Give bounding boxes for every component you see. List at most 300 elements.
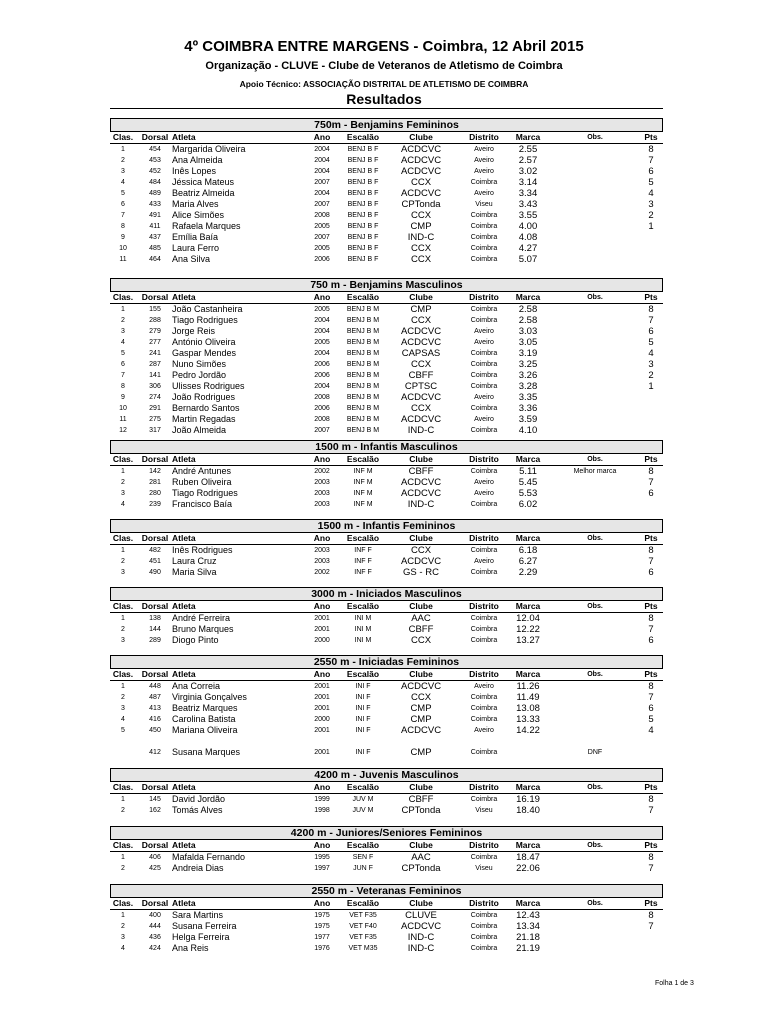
column-header-escalao: Escalão [346,840,380,850]
table-row [110,747,663,758]
cell-atleta: Ana Correia [172,681,221,691]
column-header-atleta: Atleta [172,292,196,302]
cell-atleta: Diogo Pinto [172,635,219,645]
column-header-distrito: Distrito [469,669,499,679]
cell-ano: 2001 [314,615,330,622]
column-header-atleta: Atleta [172,601,196,611]
cell-clube: IND-C [407,425,435,436]
column-header-clube: Clube [409,132,433,142]
cell-distrito: Coimbra [470,245,498,252]
cell-marca: 3.34 [518,188,538,199]
cell-dorsal: 436 [149,934,161,941]
cell-pts: 7 [648,624,654,635]
cell-escalao: BENJ B F [347,245,379,252]
cell-ano: 2003 [314,479,330,486]
cell-distrito: Viseu [475,865,493,872]
table-row [110,370,663,381]
cell-ano: 2003 [314,547,330,554]
section-title: 2550 m - Iniciadas Femininos [110,655,663,669]
cell-dorsal: 490 [149,569,161,576]
cell-dorsal: 453 [149,157,161,164]
cell-atleta: Jorge Reis [172,326,216,336]
column-header-obs: Obs. [587,784,603,791]
column-header-distrito: Distrito [469,292,499,302]
column-header-marca: Marca [515,292,541,302]
results-section [110,118,663,265]
cell-clube: CCX [410,315,432,326]
table-row [110,725,663,736]
cell-ano: 2006 [314,372,330,379]
cell-distrito: Coimbra [470,934,498,941]
cell-pts: 1 [648,381,654,392]
cell-clube: CBFF [408,370,434,381]
cell-clas: 7 [121,212,125,219]
cell-escalao: INF F [354,558,372,565]
cell-clas: 2 [121,157,125,164]
column-header-atleta: Atleta [172,669,196,679]
cell-pts: 4 [648,725,654,736]
cell-marca: 5.53 [518,488,538,499]
cell-clas: 1 [121,146,125,153]
table-row [110,635,663,646]
cell-clas: 12 [119,427,127,434]
cell-dorsal: 400 [149,912,161,919]
cell-clas: 5 [121,727,125,734]
cell-atleta: João Castanheira [172,304,243,314]
column-header-dorsal: Dorsal [141,132,169,142]
cell-marca: 4.10 [518,425,538,436]
column-header-dorsal: Dorsal [141,669,169,679]
cell-marca: 3.36 [518,403,538,414]
column-header-dorsal: Dorsal [141,454,169,464]
cell-dorsal: 489 [149,190,161,197]
cell-marca: 18.47 [516,852,540,863]
table-row [110,188,663,199]
cell-ano: 2003 [314,558,330,565]
cell-clube: CCX [410,210,432,221]
column-header-pts: Pts [644,454,658,464]
cell-ano: 2004 [314,190,330,197]
organization-line: Organização - CLUVE - Clube de Veteranos de Atletismo de Coimbra [205,60,563,72]
cell-dorsal: 162 [149,807,161,814]
cell-clas: 1 [121,854,125,861]
cell-escalao: BENJ B M [346,306,380,313]
cell-marca: 11.26 [516,681,540,692]
table-row [110,177,663,188]
cell-ano: 1976 [314,945,330,952]
cell-clas: 2 [121,865,125,872]
column-header-obs: Obs. [587,842,603,849]
column-header-ano: Ano [313,601,331,611]
cell-atleta: André Antunes [172,466,232,476]
cell-atleta: Ulisses Rodrigues [172,381,245,391]
cell-distrito: Coimbra [470,501,498,508]
column-header-marca: Marca [515,533,541,543]
table-row [110,556,663,567]
table-row [110,624,663,635]
cell-ano: 2004 [314,383,330,390]
cell-escalao: BENJ B M [346,416,380,423]
cell-ano: 2006 [314,405,330,412]
column-header-atleta: Atleta [172,898,196,908]
table-row [110,910,663,921]
cell-dorsal: 413 [149,705,161,712]
cell-marca: 3.26 [518,370,538,381]
table-row [110,381,663,392]
column-header-obs: Obs. [587,134,603,141]
table-row [110,414,663,425]
document-title: 4º COIMBRA ENTRE MARGENS - Coimbra, 12 Abril 2015 [184,38,584,55]
cell-clas: 11 [119,416,127,423]
table-row [110,863,663,874]
cell-escalao: BENJ B F [347,190,379,197]
table-row [110,692,663,703]
cell-pts: 7 [648,692,654,703]
cell-clas: 3 [121,637,125,644]
results-section [110,655,663,758]
cell-ano: 2006 [314,361,330,368]
column-header-escalao: Escalão [346,898,380,908]
cell-clube: CCX [410,254,432,265]
cell-atleta: Nuno Simões [172,359,227,369]
cell-ano: 2005 [314,306,330,313]
column-header-escalao: Escalão [346,782,380,792]
column-header-ano: Ano [313,454,331,464]
header-divider [110,108,663,109]
cell-ano: 2007 [314,201,330,208]
table-row [110,232,663,243]
cell-clube: CCX [410,403,432,414]
cell-marca: 16.19 [516,794,540,805]
column-header-clube: Clube [409,782,433,792]
cell-ano: 2008 [314,416,330,423]
cell-pts: 6 [648,635,654,646]
cell-distrito: Coimbra [470,716,498,723]
cell-marca: 3.05 [518,337,538,348]
cell-escalao: INF F [354,547,372,554]
table-row [110,852,663,863]
column-header-atleta: Atleta [172,782,196,792]
cell-escalao: VET M35 [348,945,378,952]
cell-dorsal: 482 [149,547,161,554]
cell-ano: 2008 [314,394,330,401]
column-header-escalao: Escalão [346,533,380,543]
cell-escalao: VET F35 [349,912,377,919]
column-header-clube: Clube [409,601,433,611]
cell-clas: 9 [121,394,125,401]
column-header-pts: Pts [644,840,658,850]
cell-escalao: INF M [353,501,373,508]
cell-clas: 1 [121,547,125,554]
cell-escalao: JUN F [353,865,373,872]
column-header-marca: Marca [515,840,541,850]
cell-clube: CMP [410,703,432,714]
cell-dorsal: 144 [149,626,161,633]
cell-atleta: Bruno Marques [172,624,234,634]
cell-clube: ACDCVC [400,477,442,488]
table-row [110,613,663,624]
cell-ano: 2007 [314,234,330,241]
cell-dorsal: 411 [149,223,161,230]
cell-clas: 8 [121,223,125,230]
cell-distrito: Coimbra [470,923,498,930]
cell-dorsal: 141 [149,372,161,379]
table-row [110,921,663,932]
column-header-dorsal: Dorsal [141,292,169,302]
section-title: 2550 m - Veteranas Femininos [110,884,663,898]
cell-clube: CAPSAS [401,348,441,359]
cell-marca: 4.00 [518,221,538,232]
cell-distrito: Aveiro [474,168,494,175]
cell-pts: 7 [648,921,654,932]
cell-dorsal: 275 [149,416,161,423]
cell-atleta: Beatriz Almeida [172,188,235,198]
cell-clas: 2 [121,558,125,565]
table-row [110,932,663,943]
cell-clube: GS - RC [403,567,439,578]
cell-pts: 4 [648,348,654,359]
cell-pts: 6 [648,488,654,499]
column-header-clas: Clas. [112,454,134,464]
cell-dorsal: 145 [149,796,161,803]
cell-clube: ACDCVC [400,188,442,199]
cell-distrito: Coimbra [470,547,498,554]
cell-pts: 8 [648,910,654,921]
cell-pts: 8 [648,681,654,692]
cell-clube: ACDCVC [400,681,442,692]
section-title: 3000 m - Iniciados Masculinos [110,587,663,601]
column-header-clube: Clube [409,292,433,302]
cell-dorsal: 451 [149,558,161,565]
table-row [110,805,663,816]
table-row [110,425,663,436]
cell-clas: 2 [121,923,125,930]
column-header-ano: Ano [313,669,331,679]
column-header-row [110,601,663,613]
cell-distrito: Coimbra [470,350,498,357]
table-row [110,348,663,359]
cell-atleta: Helga Ferreira [172,932,230,942]
cell-marca: 3.55 [518,210,538,221]
cell-clube: CPTSC [404,381,438,392]
cell-clas: 9 [121,234,125,241]
cell-atleta: Tomás Alves [172,805,223,815]
cell-marca: 3.28 [518,381,538,392]
cell-pts: 8 [648,466,654,477]
cell-escalao: JUV M [352,796,374,803]
cell-escalao: INI F [355,705,371,712]
cell-clas: 1 [121,615,125,622]
cell-clas: 4 [121,179,125,186]
cell-atleta: Mafalda Fernando [172,852,246,862]
column-header-dorsal: Dorsal [141,533,169,543]
cell-clas: 10 [119,245,127,252]
table-row [110,304,663,315]
cell-clube: CCX [410,692,432,703]
cell-pts: 7 [648,315,654,326]
cell-atleta: André Ferreira [172,613,231,623]
column-header-clas: Clas. [112,132,134,142]
cell-atleta: João Rodrigues [172,392,236,402]
column-header-pts: Pts [644,898,658,908]
cell-dorsal: 142 [149,468,161,475]
cell-atleta: Margarida Oliveira [172,144,246,154]
cell-dorsal: 484 [149,179,161,186]
column-header-row [110,132,663,144]
cell-atleta: Maria Silva [172,567,217,577]
cell-marca: 2.55 [518,144,538,155]
cell-clas: 3 [121,328,125,335]
cell-escalao: BENJ B F [347,212,379,219]
cell-ano: 1999 [314,796,330,803]
table-row [110,326,663,337]
cell-ano: 2001 [314,626,330,633]
cell-escalao: INI F [355,694,371,701]
cell-distrito: Coimbra [470,179,498,186]
column-header-clas: Clas. [112,292,134,302]
cell-escalao: INI F [355,727,371,734]
cell-clas: 5 [121,190,125,197]
table-row [110,337,663,348]
cell-pts: 8 [648,144,654,155]
cell-atleta: Maria Alves [172,199,219,209]
column-header-dorsal: Dorsal [141,782,169,792]
column-header-distrito: Distrito [469,132,499,142]
cell-atleta: Laura Cruz [172,556,217,566]
cell-escalao: INF M [353,468,373,475]
cell-distrito: Aveiro [474,727,494,734]
cell-ano: 2005 [314,223,330,230]
cell-ano: 2004 [314,168,330,175]
cell-dorsal: 406 [149,854,161,861]
cell-pts: 5 [648,337,654,348]
table-row [110,210,663,221]
cell-ano: 2001 [314,683,330,690]
cell-pts: 7 [648,863,654,874]
cell-clas: 11 [119,256,127,263]
cell-atleta: Inês Rodrigues [172,545,233,555]
cell-ano: 2004 [314,350,330,357]
cell-dorsal: 239 [149,501,161,508]
section-title: 750 m - Benjamins Masculinos [110,278,663,292]
column-header-row [110,533,663,545]
cell-ano: 2007 [314,427,330,434]
cell-clas: 4 [121,945,125,952]
cell-distrito: Coimbra [470,694,498,701]
column-header-clube: Clube [409,898,433,908]
cell-atleta: Rafaela Marques [172,221,241,231]
cell-dorsal: 452 [149,168,161,175]
cell-clube: CMP [410,221,432,232]
cell-obs: Melhor marca [573,468,617,475]
cell-clube: CPTonda [401,863,441,874]
cell-clube: CMP [410,714,432,725]
cell-marca: 4.08 [518,232,538,243]
column-header-distrito: Distrito [469,898,499,908]
column-header-clube: Clube [409,454,433,464]
cell-dorsal: 444 [149,923,161,930]
cell-escalao: INI F [355,683,371,690]
cell-marca: 2.29 [518,567,538,578]
cell-clube: ACDCVC [400,166,442,177]
cell-escalao: INF M [353,490,373,497]
cell-clas: 4 [121,501,125,508]
cell-ano: 2001 [314,705,330,712]
cell-distrito: Coimbra [470,405,498,412]
cell-clube: ACDCVC [400,488,442,499]
column-header-pts: Pts [644,292,658,302]
cell-marca: 5.11 [519,466,537,477]
column-header-dorsal: Dorsal [141,898,169,908]
page-footer: Folha 1 de 3 [655,980,694,987]
cell-marca: 13.33 [516,714,540,725]
cell-dorsal: 241 [149,350,161,357]
cell-marca: 3.02 [518,166,538,177]
cell-escalao: INF M [353,479,373,486]
column-header-ano: Ano [313,292,331,302]
cell-clube: CCX [410,243,432,254]
cell-clube: IND-C [407,932,435,943]
cell-distrito: Coimbra [470,705,498,712]
cell-clube: CCX [410,635,432,646]
cell-ano: 2004 [314,317,330,324]
column-header-row [110,898,663,910]
cell-dorsal: 416 [149,716,161,723]
support-line: Apoio Técnico: ASSOCIAÇÃO DISTRITAL DE ATLETISMO DE COIMBRA [239,79,529,89]
cell-escalao: BENJ B M [346,339,380,346]
cell-marca: 12.04 [516,613,540,624]
cell-dorsal: 487 [149,694,161,701]
column-header-escalao: Escalão [346,132,380,142]
table-row [110,254,663,265]
cell-distrito: Aveiro [474,490,494,497]
column-header-row [110,782,663,794]
cell-pts: 6 [648,703,654,714]
cell-clube: IND-C [407,232,435,243]
results-section [110,826,663,874]
table-row [110,794,663,805]
cell-escalao: BENJ B M [346,328,380,335]
column-header-escalao: Escalão [346,454,380,464]
column-header-obs: Obs. [587,456,603,463]
cell-marca: 5.07 [518,254,538,265]
column-header-ano: Ano [313,898,331,908]
cell-clube: ACDCVC [400,392,442,403]
cell-pts: 8 [648,794,654,805]
cell-atleta: Beatriz Marques [172,703,238,713]
cell-clube: CMP [410,747,432,758]
cell-marca: 13.27 [516,635,540,646]
cell-clas: 6 [121,361,125,368]
cell-ano: 2001 [314,727,330,734]
table-row [110,466,663,477]
cell-marca: 2.58 [518,315,538,326]
cell-escalao: INI F [355,749,371,756]
table-row [110,499,663,510]
column-header-clas: Clas. [112,601,134,611]
cell-ano: 2005 [314,339,330,346]
column-header-obs: Obs. [587,671,603,678]
cell-dorsal: 289 [149,637,161,644]
cell-escalao: BENJ B M [346,394,380,401]
column-header-clas: Clas. [112,898,134,908]
column-header-ano: Ano [313,782,331,792]
cell-marca: 6.27 [518,556,538,567]
table-row [110,714,663,725]
cell-escalao: INI M [354,637,372,644]
cell-clube: CPTonda [401,805,441,816]
cell-escalao: BENJ B M [346,405,380,412]
